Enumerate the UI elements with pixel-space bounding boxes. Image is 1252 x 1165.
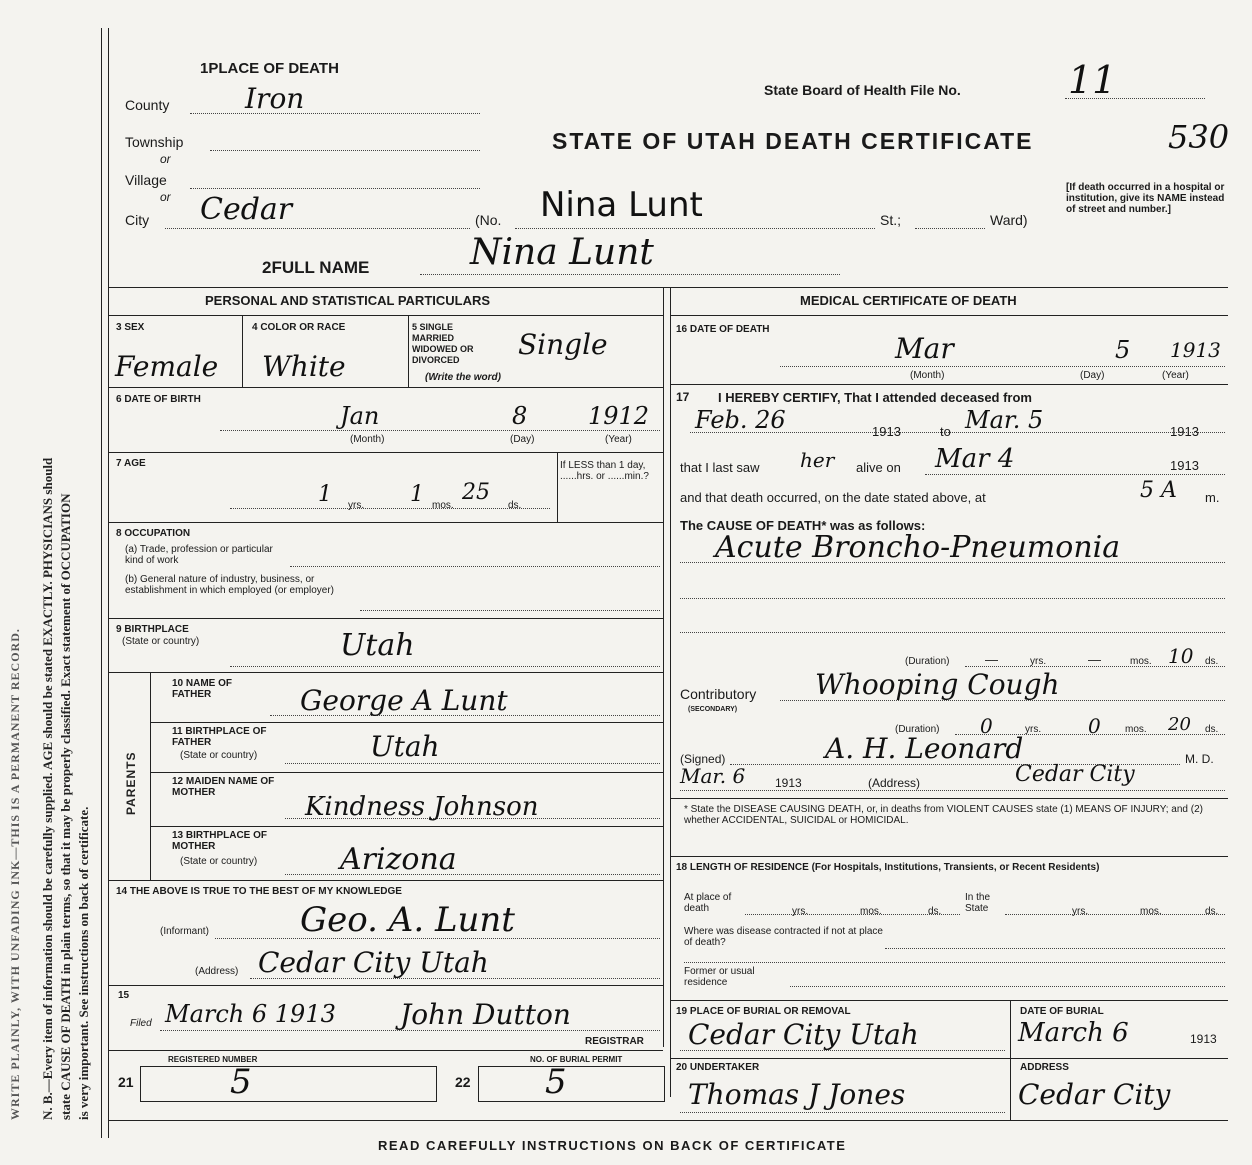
field-17-number: 17 — [676, 390, 690, 404]
dob-label: 6 DATE OF BIRTH — [116, 394, 201, 405]
death-time: 5 A — [1140, 478, 1177, 503]
occupation-label: 8 OCCUPATION — [116, 528, 191, 539]
dod-day-label: (Day) — [1080, 370, 1105, 381]
marital-value: Single — [518, 328, 608, 361]
filed-label: Filed — [130, 1018, 152, 1029]
certificate-title: STATE OF UTAH DEATH CERTIFICATE — [552, 128, 1034, 154]
informant-label: (Informant) — [160, 926, 209, 937]
mother-name-label: 12 MAIDEN NAME OF MOTHER — [172, 776, 275, 798]
mother-birthplace-label: 13 BIRTHPLACE OF MOTHER — [172, 830, 268, 852]
signed-label: (Signed) — [680, 752, 726, 766]
parents-label: PARENTS — [124, 751, 138, 815]
age-ds-label: ds. — [508, 500, 522, 511]
center-divider-a — [663, 287, 664, 1047]
registrar-label: REGISTRAR — [585, 1036, 644, 1047]
city-value: Cedar — [200, 192, 293, 227]
burial-permit-box — [478, 1066, 665, 1102]
place-of-death-heading: 1PLACE OF DEATH — [200, 60, 339, 77]
burial-date-year: 1913 — [1190, 1032, 1217, 1046]
certify-statement: I HEREBY CERTIFY, That I attended deceased from — [718, 390, 1032, 405]
street-no-label: (No. — [475, 212, 502, 228]
file-no-value: 11 — [1068, 58, 1117, 102]
dod-year: 1913 — [1170, 338, 1221, 362]
burial-place-label: 19 PLACE OF BURIAL OR REMOVAL — [676, 1006, 851, 1017]
at-place-yrs-label: yrs. — [792, 906, 809, 917]
state-disease-note: * State the DISEASE CAUSING DEATH, or, in deaths from VIOLENT CAUSES state (1) MEANS OF INJURY; and (2) whether ACCIDENTAL, SUICIDAL or HOMICIDAL. — [684, 804, 1203, 826]
occupation-b-label: (b) General nature of industry, business, or establishment in which employed (or employer) — [125, 574, 334, 596]
contributory-label: Contributory — [680, 686, 757, 702]
duration-yrs-label: yrs. — [1030, 656, 1047, 667]
contrib-mos-label: mos. — [1125, 724, 1147, 735]
true-statement-label: 14 THE ABOVE IS TRUE TO THE BEST OF MY KNOWLEDGE — [116, 886, 402, 897]
color-value: White — [262, 350, 346, 383]
where-contracted-label: Where was disease contracted if not at place of death? — [684, 926, 883, 948]
township-label: Township — [125, 134, 184, 150]
age-label: 7 AGE — [116, 458, 146, 469]
dob-month: Jan — [340, 402, 380, 430]
attended-to: Mar. 5 — [965, 406, 1044, 434]
field-22-number: 22 — [455, 1074, 471, 1090]
certificate-number: 530 — [1168, 118, 1230, 156]
margin-nb-line1: N. B.—Every item of information should be carefully supplied. AGE should be stated EXACTLY. PHYSICIANS should — [40, 457, 55, 1120]
age-mos-label: mos. — [432, 500, 454, 511]
center-divider-b — [670, 287, 671, 1097]
dob-day-label: (Day) — [510, 434, 535, 445]
birthplace-label: 9 BIRTHPLACE — [116, 624, 189, 635]
footer-instructions: READ CAREFULLY INSTRUCTIONS ON BACK OF CERTIFICATE — [378, 1138, 847, 1153]
father-name-value: George A Lunt — [300, 684, 508, 717]
physician-signature: A. H. Leonard — [825, 732, 1024, 765]
full-name-label: 2FULL NAME — [262, 258, 370, 277]
field-15-number: 15 — [118, 990, 130, 1001]
filed-value: March 6 1913 — [165, 1000, 336, 1028]
burial-permit-label: NO. OF BURIAL PERMIT — [530, 1055, 623, 1064]
father-name-label: 10 NAME OF FATHER — [172, 678, 233, 700]
duration-mos-label: mos. — [1130, 656, 1152, 667]
death-occurred-label: and that death occurred, on the date stated above, at — [680, 490, 986, 505]
county-value: Iron — [245, 82, 305, 115]
birthplace-sub-label: (State or country) — [122, 636, 200, 647]
address-label: (Address) — [195, 966, 239, 977]
occupation-a-label: (a) Trade, profession or particular kind of work — [125, 544, 273, 566]
registered-number-box — [140, 1066, 437, 1102]
last-saw-date: Mar 4 — [935, 444, 1015, 474]
sex-value: Female — [115, 350, 219, 383]
father-birthplace-label: 11 BIRTHPLACE OF FATHER — [172, 726, 267, 748]
marital-label: 5 SINGLE MARRIED WIDOWED OR DIVORCED — [412, 322, 474, 365]
street-handwriting: Nina Lunt — [540, 185, 703, 225]
cause-label: The CAUSE OF DEATH* was as follows: — [680, 518, 926, 533]
attended-from: Feb. 26 — [695, 406, 786, 434]
md-label: M. D. — [1185, 752, 1214, 766]
date-signed: Mar. 6 — [680, 764, 746, 788]
burial-date-label: DATE OF BURIAL — [1020, 1006, 1104, 1017]
left-border-inner — [108, 28, 109, 1138]
mother-name-value: Kindness Johnson — [305, 792, 539, 822]
margin-nb-line3: is very important. See instructions on back of certificate. — [76, 806, 91, 1120]
attended-to-label: to — [940, 424, 951, 439]
undertaker-address-label: ADDRESS — [1020, 1062, 1069, 1073]
alive-on-label: alive on — [856, 460, 901, 475]
father-birthplace-value: Utah — [370, 730, 440, 763]
color-label: 4 COLOR OR RACE — [252, 322, 346, 333]
in-state-ds-label: ds. — [1205, 906, 1219, 917]
at-place-label: At place of death — [684, 892, 732, 914]
contrib-duration-ds: 20 — [1168, 714, 1191, 735]
dod-month: Mar — [895, 332, 954, 365]
contributory-value: Whooping Cough — [815, 668, 1060, 701]
duration-label: (Duration) — [905, 656, 950, 667]
less-than-day-label: If LESS than 1 day, ......hrs. or ......min.? — [560, 460, 649, 482]
address-value: Cedar City Utah — [258, 946, 489, 979]
dod-month-label: (Month) — [910, 370, 945, 381]
or-label-2: or — [160, 190, 171, 204]
ward-label: Ward) — [990, 212, 1028, 228]
dob-day: 8 — [512, 402, 528, 430]
left-border-outer — [101, 28, 102, 1138]
contrib-yrs-label: yrs. — [1025, 724, 1042, 735]
medical-heading: MEDICAL CERTIFICATE OF DEATH — [800, 293, 1017, 308]
contrib-duration-mos: 0 — [1088, 714, 1101, 738]
physician-address-label: (Address) — [868, 776, 921, 790]
mother-state-label: (State or country) — [180, 856, 258, 867]
in-state-mos-label: mos. — [1140, 906, 1162, 917]
informant-value: Geo. A. Lunt — [300, 900, 515, 940]
age-yrs: 1 — [318, 482, 332, 507]
former-residence-label: Former or usual residence — [684, 966, 755, 988]
duration-ds-label: ds. — [1205, 656, 1219, 667]
undertaker-label: 20 UNDERTAKER — [676, 1062, 760, 1073]
age-ds: 25 — [462, 480, 490, 505]
contrib-duration-yrs: 0 — [980, 714, 993, 738]
registrar-signature: John Dutton — [400, 998, 571, 1031]
duration-mos: — — [1088, 652, 1101, 667]
duration-yrs: — — [985, 652, 998, 667]
birthplace-value: Utah — [340, 628, 415, 663]
date-signed-year: 1913 — [775, 776, 802, 790]
hospital-note: [If death occurred in a hospital or institution, give its NAME instead of street and number.] — [1066, 182, 1225, 215]
dob-year: 1912 — [588, 402, 650, 430]
at-place-ds-label: ds. — [928, 906, 942, 917]
in-state-label: In the State — [965, 892, 991, 914]
burial-place-value: Cedar City Utah — [688, 1018, 919, 1051]
dob-month-label: (Month) — [350, 434, 385, 445]
village-label: Village — [125, 172, 167, 188]
date-of-death-label: 16 DATE OF DEATH — [676, 324, 770, 335]
contrib-duration-label: (Duration) — [895, 724, 940, 735]
county-label: County — [125, 97, 170, 113]
marital-write: (Write the word) — [425, 372, 501, 383]
burial-permit-value: 5 — [545, 1062, 567, 1102]
st-label: St.; — [880, 212, 902, 228]
mother-birthplace-value: Arizona — [340, 842, 457, 877]
top-section-line — [108, 287, 1228, 288]
full-name-value: Nina Lunt — [470, 232, 654, 273]
personal-heading: PERSONAL AND STATISTICAL PARTICULARS — [205, 293, 491, 308]
attended-from-year: 1913 — [872, 424, 901, 439]
duration-ds: 10 — [1168, 644, 1194, 668]
age-mos: 1 — [410, 482, 424, 507]
dod-year-label: (Year) — [1162, 370, 1189, 381]
burial-date-value: March 6 — [1018, 1018, 1129, 1048]
contrib-ds-label: ds. — [1205, 724, 1219, 735]
sex-label: 3 SEX — [116, 322, 145, 333]
age-yrs-label: yrs. — [348, 500, 365, 511]
attended-to-year: 1913 — [1170, 424, 1199, 439]
undertaker-address-value: Cedar City — [1018, 1078, 1171, 1111]
registered-number-label: REGISTERED NUMBER — [168, 1055, 258, 1064]
dod-day: 5 — [1115, 336, 1131, 364]
margin-edge-text: WRITE PLAINLY, WITH UNFADING INK—THIS IS A PERMANENT RECORD. — [8, 628, 22, 1120]
last-saw-label: that I last saw — [680, 460, 760, 475]
state-board-label: State Board of Health File No. — [764, 82, 961, 98]
field-21-number: 21 — [118, 1074, 134, 1090]
city-label: City — [125, 212, 150, 228]
in-state-yrs-label: yrs. — [1072, 906, 1089, 917]
father-state-label: (State or country) — [180, 750, 258, 761]
cause-value: Acute Broncho-Pneumonia — [715, 530, 1121, 565]
residence-label: 18 LENGTH OF RESIDENCE (For Hospitals, Institutions, Transients, or Recent Residents) — [676, 862, 1100, 873]
registered-number-value: 5 — [230, 1062, 252, 1102]
or-label-1: or — [160, 152, 171, 166]
last-saw-year: 1913 — [1170, 458, 1199, 473]
m-label: m. — [1205, 490, 1220, 505]
secondary-label: (SECONDARY) — [688, 706, 738, 713]
dob-year-label: (Year) — [605, 434, 632, 445]
physician-address: Cedar City — [1015, 762, 1135, 787]
undertaker-value: Thomas J Jones — [688, 1078, 906, 1111]
last-saw-her: her — [800, 448, 835, 472]
margin-nb-line2: state CAUSE OF DEATH in plain terms, so that it may be properly classified. Exact statement of OCCUPATION — [58, 493, 73, 1120]
at-place-mos-label: mos. — [860, 906, 882, 917]
